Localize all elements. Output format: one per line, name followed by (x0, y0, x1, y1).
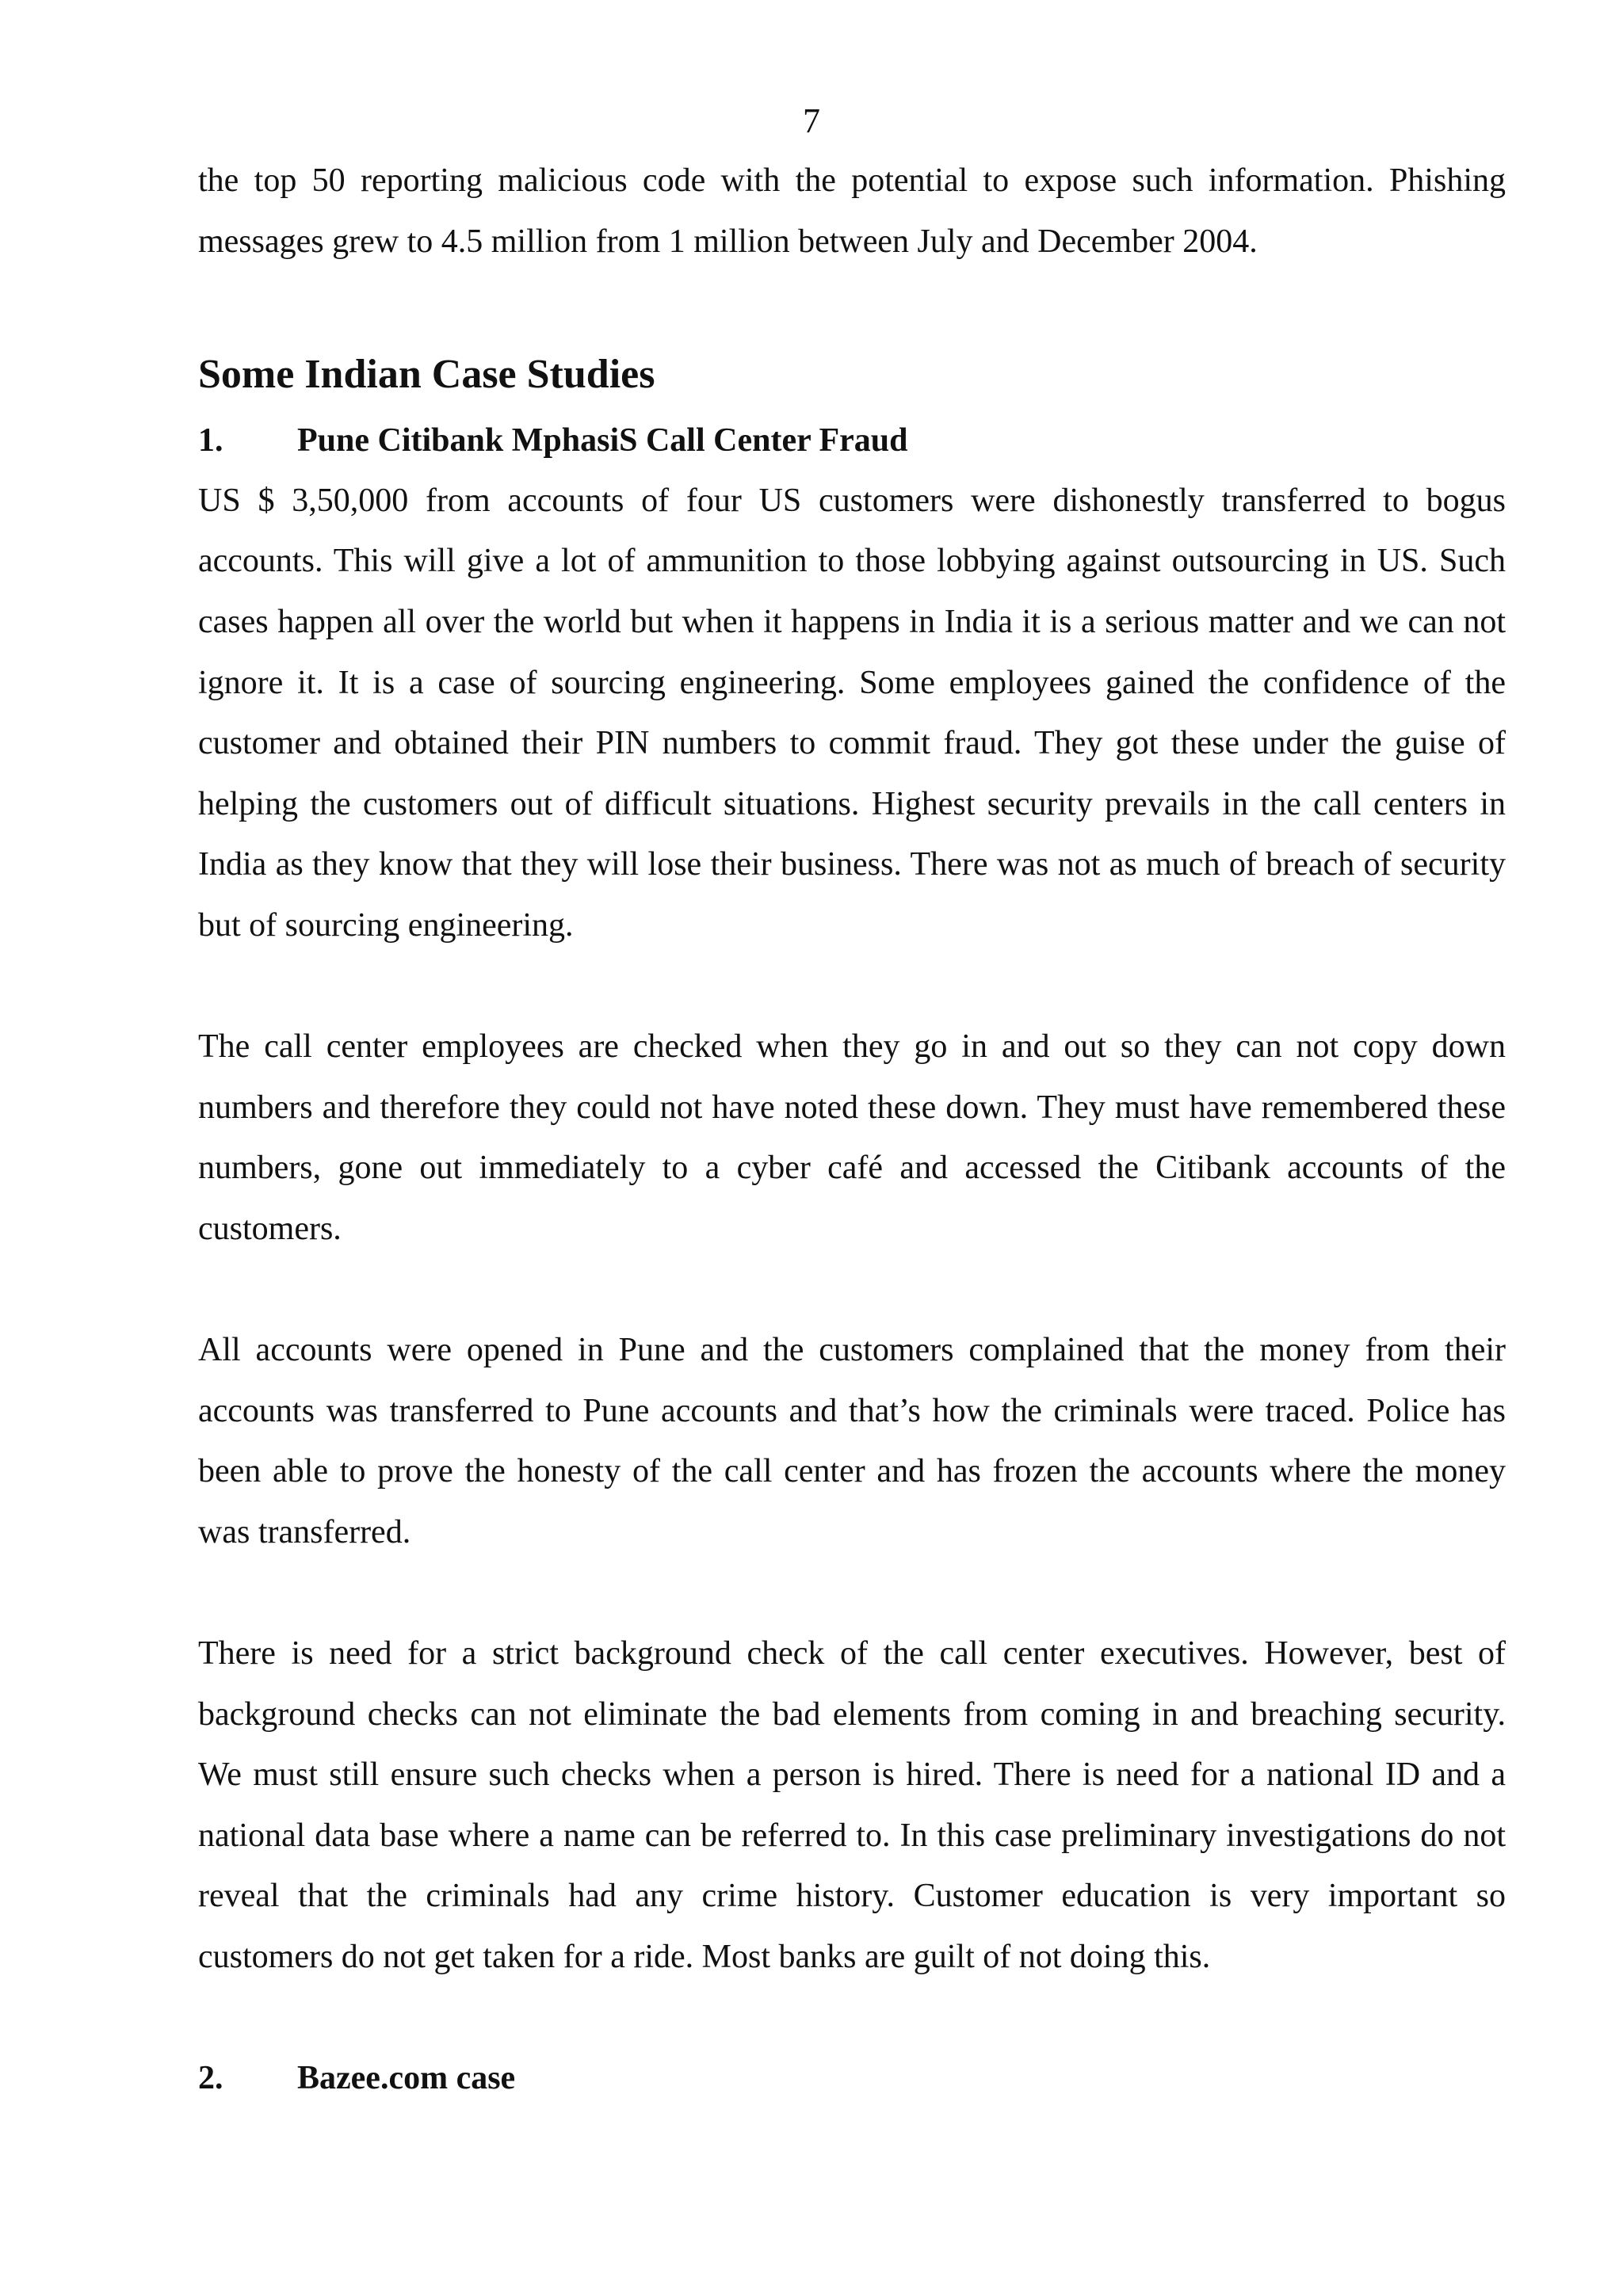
section-heading: Some Indian Case Studies (198, 351, 655, 397)
case-1-paragraph-4: There is need for a strict background check of the call center executives. However, best of background checks can not eliminate the bad elements from coming in and breaching security. We must still ensure such checks when a person is hired. There is need for a national ID and a national data base where a name can be referred to. In this case preliminary investigations do not reveal that the criminals had any crime history. Customer education is very important so customers do not get taken for a ride. Most banks are guilt of not doing this. (198, 1635, 1506, 1976)
case-1-paragraph-1: US $ 3,50,000 from accounts of four US customers were dishonestly transferred to bogus accounts. This will give a lot of ammunition to those lobbying against outsourcing in US. Such cases happen all over the world but when it happens in India it is a serious matter and we can not ignore it. It is a case of sourcing engineering. Some employees gained the confidence of the customer and obtained their PIN numbers to commit fraud. They got these under the guise of helping the customers out of difficult situations. Highest security prevails in the call centers in India as they know that they will lose their business. There was not as much of breach of security but of sourcing engineering. (198, 482, 1506, 944)
case-1-paragraph-3: All accounts were opened in Pune and the customers complained that the money from their accounts was transferred to Pune accounts and that’s how the criminals were traced. Police has been able to prove the honesty of the call center and has frozen the accounts where the money was transferred. (198, 1332, 1506, 1550)
page-body (198, 151, 1506, 2108)
paragraph-spacer (198, 956, 1506, 1017)
case-number: 1. (198, 421, 223, 459)
case-title: Bazee.com case (297, 2060, 516, 2097)
paragraph-spacer (198, 1988, 1506, 2049)
intro-paragraph: the top 50 reporting malicious code with the potential to expose such information. Phishing messages grew to 4.5 million from 1 million between July and December 2004. (198, 162, 1506, 260)
paragraph-spacer (198, 272, 1506, 333)
case-heading-2 (198, 2048, 1506, 2108)
paragraph-spacer (198, 1260, 1506, 1321)
page-number: 7 (803, 101, 820, 140)
paragraph-spacer (198, 1562, 1506, 1623)
case-heading-1 (198, 410, 1506, 471)
case-number: 2. (198, 2060, 223, 2097)
case-title: Pune Citibank MphasiS Call Center Fraud (297, 421, 908, 459)
case-1-paragraph-2: The call center employees are checked when they go in and out so they can not copy down numbers and therefore they could not have noted these down. They must have remembered these numbers, gone out immediately to a cyber café and accessed the Citibank accounts of the customers. (198, 1028, 1506, 1247)
